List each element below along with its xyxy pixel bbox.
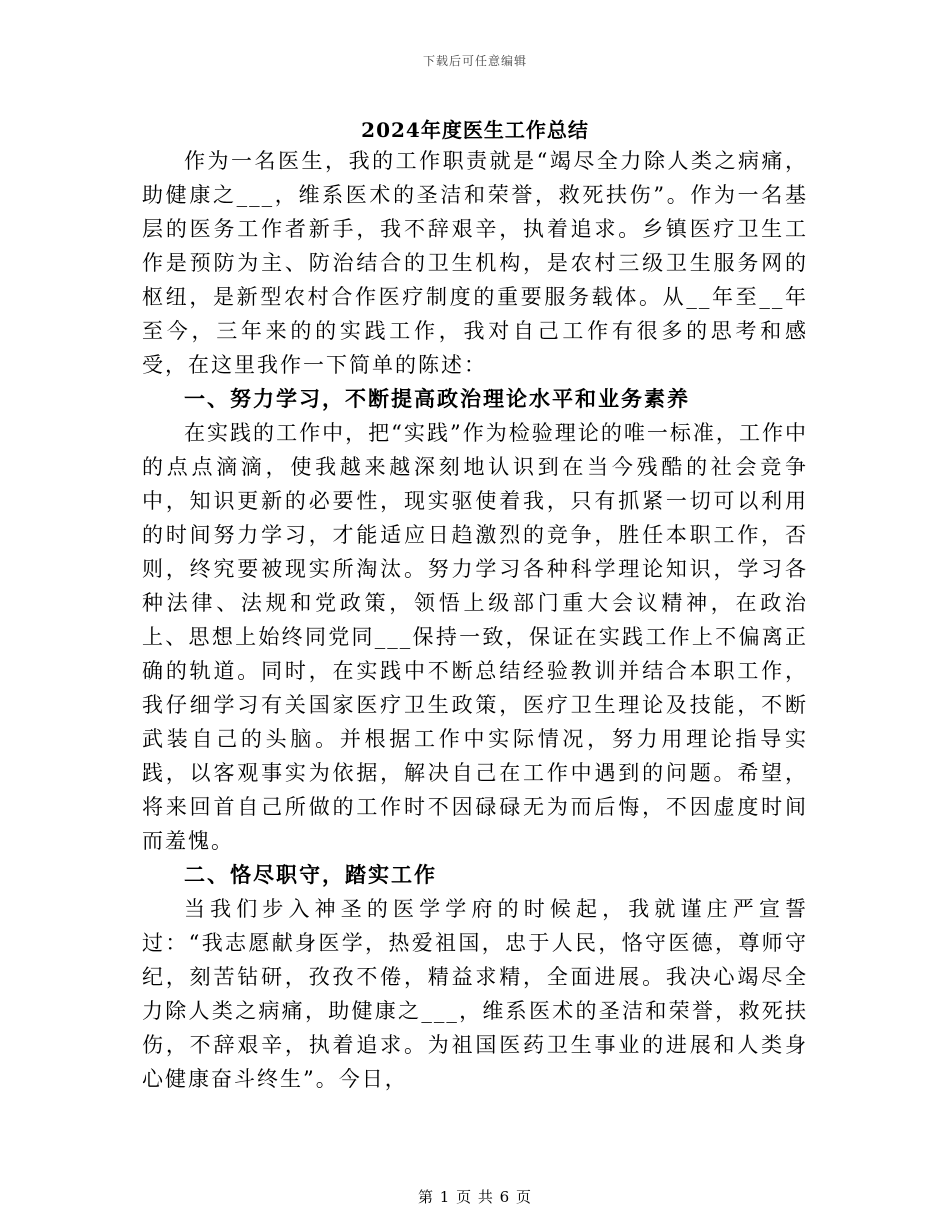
document-body bbox=[142, 144, 808, 1096]
section-heading-1: 一、努力学习，不断提高政治理论水平和业务素养 bbox=[184, 386, 690, 411]
paragraph-intro: 作为一名医生，我的工作职责就是“竭尽全力除人类之病痛，助健康之___，维系医术的圣洁和荣誉，救死扶伤”。作为一名基层的医务工作者新手，我不辞艰辛，执着追求。乡镇医疗卫生工作是预防为主、防治结合的卫生机构，是农村三级卫生服务网的枢纽，是新型农村合作医疗制度的重要服务载体。从__年至__年至今，三年来的的实践工作，我对自己工作有很多的思考和感受，在这里我作一下简单的陈述： bbox=[142, 149, 808, 377]
document-title: 2024年度医生工作总结 bbox=[361, 118, 589, 142]
paragraph-section-2: 当我们步入神圣的医学学府的时候起，我就谨庄严宣誓过：“我志愿献身医学，热爱祖国，忠于人民，恪守医德，尊师守纪，刻苦钻研，孜孜不倦，精益求精，全面进展。我决心竭尽全力除人类之病痛，助健康之___，维系医术的圣洁和荣誉，救死扶伤，不辞艰辛，执着追求。为祖国医药卫生事业的进展和人类身心健康奋斗终生”。今日， bbox=[142, 897, 808, 1091]
paragraph-section-1: 在实践的工作中，把“实践”作为检验理论的唯一标准，工作中的点点滴滴，使我越来越深刻地认识到在当今残酷的社会竞争中，知识更新的必要性，现实驱使着我，只有抓紧一切可以利用的时间努力学习，才能适应日趋激烈的竞争，胜任本职工作，否则，终究要被现实所淘汰。努力学习各种科学理论知识，学习各种法律、法规和党政策，领悟上级部门重大会议精神，在政治上、思想上始终同党同___保持一致，保证在实践工作上不偏离正确的轨道。同时，在实践中不断总结经验教训并结合本职工作，我仔细学习有关国家医疗卫生政策，医疗卫生理论及技能，不断武装自己的头脑。并根据工作中实际情况，努力用理论指导实践，以客观事实为依据，解决自己在工作中遇到的问题。希望，将来回首自己所做的工作时不因碌碌无为而后悔，不因虚度时间而羞愧。 bbox=[142, 421, 808, 853]
page-number-footer: 第 1 页 共 6 页 bbox=[418, 1188, 532, 1206]
section-heading-2: 二、恪尽职守，踏实工作 bbox=[184, 862, 437, 887]
page-header-note: 下载后可任意编辑 bbox=[422, 54, 527, 68]
